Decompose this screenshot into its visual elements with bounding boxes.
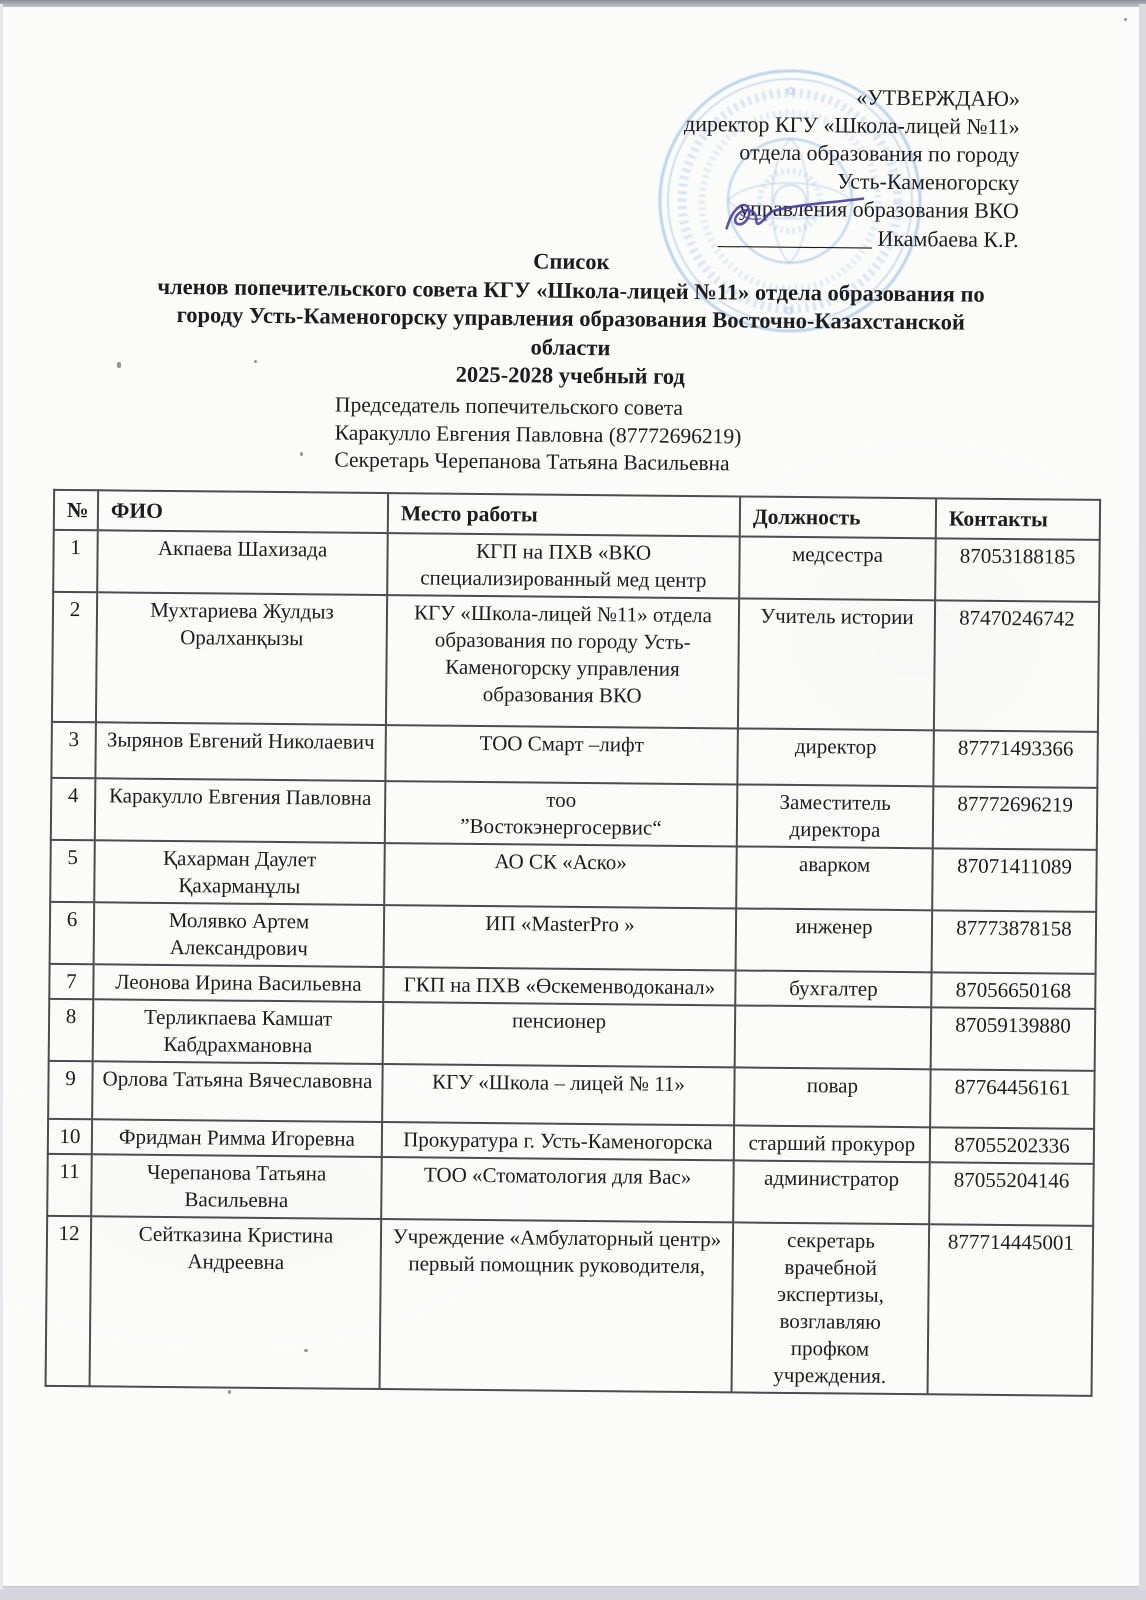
cell-name: Сейтказина Кристина Андреевна [90, 1216, 382, 1389]
scan-edge-right [1139, 4, 1146, 1590]
cell-workplace: КГУ «Школа-лицей №11» отдела образования по городу Усть-Каменогорску управления образования ВКО [386, 595, 739, 728]
table-row [49, 999, 1096, 1071]
cell-contact: 87771493366 [933, 730, 1098, 788]
cell-num: 6 [50, 902, 95, 964]
approval-line: управления образования ВКО [738, 195, 1020, 224]
cell-name: Фридман Римма Игоревна [92, 1119, 382, 1157]
cell-contact: 87055202336 [930, 1127, 1094, 1164]
cell-contact: 87071411089 [932, 848, 1097, 912]
cell-num: 8 [49, 999, 94, 1061]
scan-speck [304, 1349, 308, 1352]
cell-workplace: КГП на ПХВ «ВКО специализированный мед центр [387, 533, 740, 598]
cell-contact: 87772696219 [933, 786, 1098, 850]
table-row [52, 592, 1099, 732]
title-line1: Список [533, 248, 610, 275]
scan-speck [1124, 18, 1127, 21]
scan-edge-left [0, 4, 3, 1590]
cell-position [735, 1005, 932, 1069]
cell-num: 7 [49, 964, 93, 999]
cell-workplace: ИП «MasterPro » [384, 905, 737, 970]
scan-edge-bottom [0, 1586, 1146, 1600]
approval-line: «УТВЕРЖДАЮ» [856, 84, 1021, 112]
cell-contact: 87055204146 [929, 1162, 1094, 1226]
intro-block [334, 392, 935, 480]
document-title [0, 242, 1144, 395]
table-row [46, 1216, 1094, 1396]
header-position: Должность [740, 496, 936, 538]
cell-contact: 87056650168 [931, 972, 1095, 1009]
cell-num: 1 [53, 530, 98, 592]
cell-num: 10 [48, 1119, 92, 1154]
cell-num: 11 [47, 1154, 92, 1216]
cell-num: 3 [51, 722, 96, 778]
cell-contact: 87059139880 [931, 1007, 1096, 1071]
cell-contact: 87773878158 [932, 910, 1097, 974]
members-table [45, 489, 1102, 1397]
approval-line: Усть-Каменогорску [837, 168, 1020, 196]
table-row [50, 840, 1097, 912]
table-row [50, 902, 1097, 974]
cell-position: старший прокурор [734, 1125, 930, 1162]
scan-speck [254, 360, 257, 363]
cell-name: Қахарман Даулет Қахарманұлы [94, 840, 385, 905]
cell-name: Черепанова Татьяна Васильевна [91, 1154, 382, 1219]
chairman-name: Каракулло Евгения Павловна (87772696219) [334, 420, 742, 448]
header-num: № [54, 490, 98, 530]
scan-speck [117, 362, 121, 368]
cell-position: медсестра [739, 536, 936, 600]
signature [717, 194, 872, 243]
cell-position: секретарь врачебной экспертизы, возглавляю профком учреждения. [732, 1222, 930, 1394]
cell-position: Учитель истории [738, 598, 935, 730]
cell-name: Молявко Артем Александрович [94, 902, 385, 967]
title-line2: членов попечительского совета КГУ «Школа-лицей №11» отдела образования по городу Усть-Каменогорску управления образования Восточно-Казахстанской области [157, 273, 985, 360]
table-row [48, 1061, 1095, 1129]
cell-num: 4 [51, 778, 96, 840]
scan-edge-top [0, 0, 1146, 7]
scan-speck [300, 452, 303, 456]
cell-workplace: ТОО «Стоматология для Вас» [381, 1157, 734, 1222]
table-row [51, 722, 1097, 788]
cell-name: Зырянов Евгений Николаевич [95, 722, 386, 781]
cell-workplace: Прокуратура г. Усть-Каменогорска [382, 1122, 734, 1160]
cell-position: повар [734, 1067, 931, 1127]
cell-position: бухгалтер [735, 970, 931, 1007]
header-contact: Контакты [936, 498, 1100, 540]
cell-name: Мухтариева Жулдыз Оралханқызы [96, 592, 387, 725]
header-workplace: Место работы [388, 493, 740, 536]
table-row [51, 778, 1098, 850]
cell-workplace: Учреждение «Амбулаторный центр» первый помощник руководителя, [380, 1219, 734, 1392]
cell-workplace: КГУ «Школа – лицей № 11» [382, 1064, 735, 1125]
cell-position: Заместитель директора [737, 784, 934, 848]
cell-name: Каракулло Евгения Павловна [95, 778, 386, 843]
cell-num: 9 [48, 1061, 93, 1119]
cell-workplace: ГКП на ПХВ «Өскеменводоканал» [383, 967, 735, 1005]
cell-num: 12 [46, 1216, 92, 1386]
cell-contact: 87053188185 [935, 538, 1100, 602]
signatory-name: Икамбаева К.Р. [877, 225, 1019, 253]
chairman-label: Председатель попечительского совета [334, 392, 684, 420]
cell-position: инженер [736, 908, 933, 972]
cell-position: аварком [736, 846, 933, 910]
signature-line: ______________ [717, 224, 873, 251]
scan-speck [228, 1390, 231, 1394]
cell-name: Леонова Ирина Васильевна [93, 964, 383, 1002]
cell-position: администратор [733, 1160, 930, 1224]
cell-contact: 87470246742 [934, 600, 1099, 732]
secretary-name: Секретарь Черепанова Татьяна Васильевна [334, 447, 730, 476]
cell-workplace: тоо ”Востокэнергосервис“ [385, 781, 738, 846]
cell-contact: 877714445001 [928, 1224, 1094, 1396]
cell-name: Орлова Татьяна Вячеславовна [92, 1061, 383, 1122]
header-name: ФИО [98, 490, 388, 533]
cell-workplace: пенсионер [383, 1002, 736, 1067]
cell-num: 5 [50, 840, 95, 902]
cell-position: директор [737, 728, 934, 786]
approval-line: отдела образования по городу [739, 139, 1020, 168]
title-line3: 2025-2028 учебный год [455, 361, 685, 389]
cell-name: Терликпаева Камшат Кабдрахмановна [93, 999, 384, 1064]
cell-contact: 87764456161 [930, 1069, 1095, 1129]
cell-num: 2 [52, 592, 97, 722]
approval-line: директор КГУ «Школа-лицей №11» [683, 110, 1020, 140]
table-row [47, 1154, 1094, 1226]
cell-workplace: ТОО Смарт –лифт [385, 725, 738, 784]
table-row [53, 530, 1100, 602]
cell-workplace: АО СК «Аско» [384, 843, 737, 908]
cell-name: Акпаева Шахизада [97, 530, 388, 595]
